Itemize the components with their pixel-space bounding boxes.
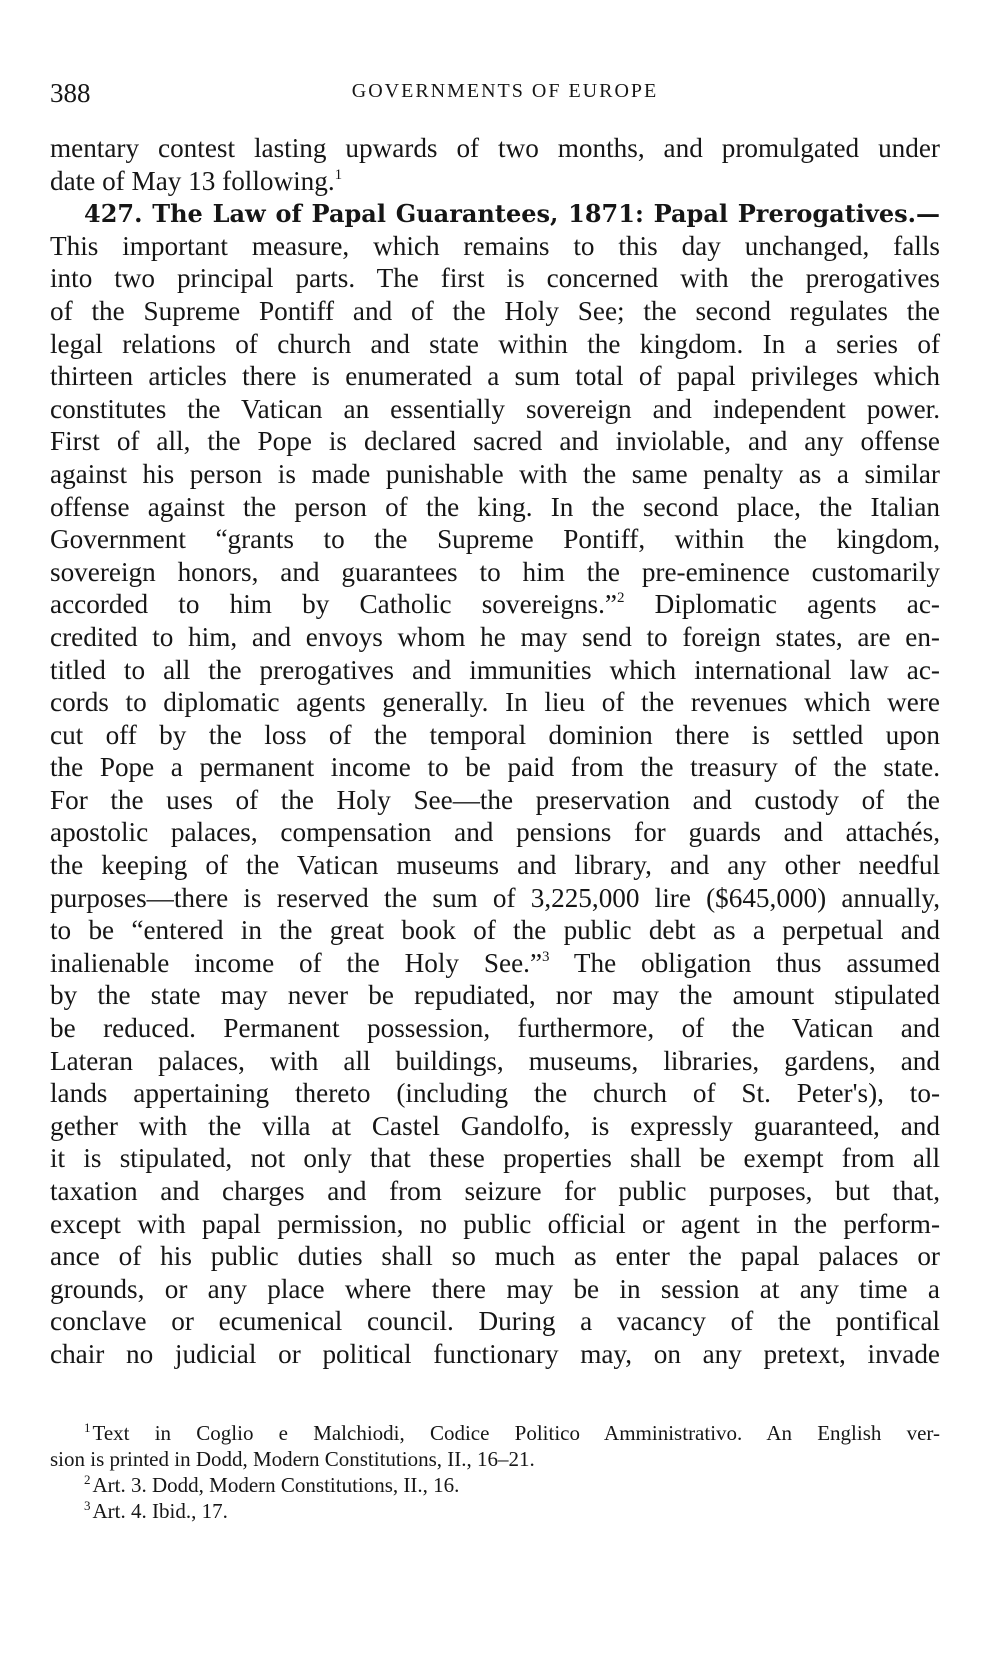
footnote-ref: 3 <box>542 948 550 965</box>
text-line: gether with the villa at Castel Gandolfo, is expressly guaranteed, and <box>50 1110 940 1141</box>
running-title: GOVERNMENTS OF EUROPE <box>351 80 659 102</box>
text-line: into two principal parts. The first is concerned with the prerogatives <box>50 263 940 294</box>
text-line: thirteen articles there is enumerated a sum total of papal privileges which <box>50 361 940 392</box>
text-line: apostolic palaces, compensation and pensions for guards and attachés, <box>50 817 940 848</box>
text-line: cut off by the loss of the temporal dominion there is settled upon <box>50 719 940 750</box>
text-line: offense against the person of the king. In the second place, the Italian <box>50 491 940 522</box>
footnote-mark: 3 <box>84 1498 91 1513</box>
text-line: Government “grants to the Supreme Pontiff, within the kingdom, <box>50 524 940 555</box>
footnote-mark: 2 <box>84 1472 91 1487</box>
text-line <box>50 165 940 198</box>
footnote-ref: 1 <box>334 166 343 183</box>
section-heading-line <box>50 197 940 230</box>
footnotes <box>50 1420 940 1524</box>
line-text: accorded to him by Catholic sovereigns.” <box>50 589 617 620</box>
line-text: date of May 13 following. <box>50 165 335 196</box>
line-text: Diplomatic agents ac- <box>624 589 940 620</box>
text-line: credited to him, and envoys whom he may send to foreign states, are en- <box>50 621 940 652</box>
footnote-text: Art. 4. Ibid., 17. <box>92 1499 228 1523</box>
footnote-3 <box>50 1498 940 1524</box>
text-line: grounds, or any place where there may be in session at any time a <box>50 1273 940 1304</box>
page-header <box>50 78 940 108</box>
text-line: the keeping of the Vatican museums and library, and any other needful <box>50 850 940 881</box>
text-line: taxation and charges and from seizure for public purposes, but that, <box>50 1176 940 1206</box>
text-line: against his person is made punishable with the same penalty as a similar <box>50 458 940 489</box>
text-line: legal relations of church and state within the kingdom. In a series of <box>50 328 940 359</box>
section-heading: 427. The Law of Papal Guarantees, 1871: Papal Prerogatives.— <box>84 199 940 229</box>
text-line: Lateran palaces, with all buildings, museums, libraries, gardens, and <box>50 1045 940 1076</box>
text-line: be reduced. Permanent possession, furthermore, of the Vatican and <box>50 1013 940 1044</box>
text-line: by the state may never be repudiated, nor may the amount stipulated <box>50 980 940 1011</box>
line-text: inalienable income of the Holy See.” <box>50 947 543 978</box>
text-line: the Pope a permanent income to be paid from the treasury of the state. <box>50 752 940 783</box>
line-text: The obligation thus assumed <box>549 947 940 978</box>
text-line: First of all, the Pope is declared sacred and inviolable, and any offense <box>50 426 940 457</box>
text-line: ance of his public duties shall so much as enter the papal palaces or <box>50 1241 940 1272</box>
footnote-text: Art. 3. Dodd, Modern Constitutions, II., 16. <box>92 1473 460 1497</box>
text-line: For the uses of the Holy See—the preservation and custody of the <box>50 784 940 815</box>
text-line: conclave or ecumenical council. During a vacancy of the pontifical <box>50 1306 940 1337</box>
footnote-mark: 1 <box>84 1420 91 1435</box>
text-line: cords to diplomatic agents generally. In lieu of the revenues which were <box>50 687 940 718</box>
footnote-2 <box>50 1472 940 1498</box>
text-line <box>50 947 940 980</box>
text-line: titled to all the prerogatives and immunities which international law ac- <box>50 654 940 685</box>
body-text <box>50 132 940 1371</box>
text-line: This important measure, which remains to this day unchanged, falls <box>50 230 940 261</box>
footnote-1 <box>50 1420 940 1446</box>
text-line: except with papal permission, no public official or agent in the perform- <box>50 1208 940 1239</box>
text-line: lands appertaining thereto (including the church of St. Peter's), to- <box>50 1078 940 1109</box>
text-line: it is stipulated, not only that these properties shall be exempt from all <box>50 1143 940 1174</box>
text-line: purposes—there is reserved the sum of 3,225,000 lire ($645,000) annually, <box>50 882 940 913</box>
text-line: constitutes the Vatican an essentially sovereign and independent power. <box>50 393 940 424</box>
page-number: 388 <box>50 78 91 108</box>
text-line: mentary contest lasting upwards of two months, and promulgated under <box>50 133 940 163</box>
text-line <box>50 588 940 621</box>
footnote-1-continued: sion is printed in Dodd, Modern Constitutions, II., 16–21. <box>50 1447 535 1471</box>
text-line: chair no judicial or political functionary may, on any pretext, invade <box>50 1338 940 1369</box>
text-line: of the Supreme Pontiff and of the Holy See; the second regulates the <box>50 295 940 326</box>
text-line: to be “entered in the great book of the public debt as a perpetual and <box>50 915 940 946</box>
footnote-ref: 2 <box>616 590 625 607</box>
footnote-text: Text in Coglio e Malchiodi, Codice Politico Amministrativo. An English ver- <box>92 1421 940 1445</box>
text-line: sovereign honors, and guarantees to him the pre-eminence customarily <box>50 556 940 587</box>
